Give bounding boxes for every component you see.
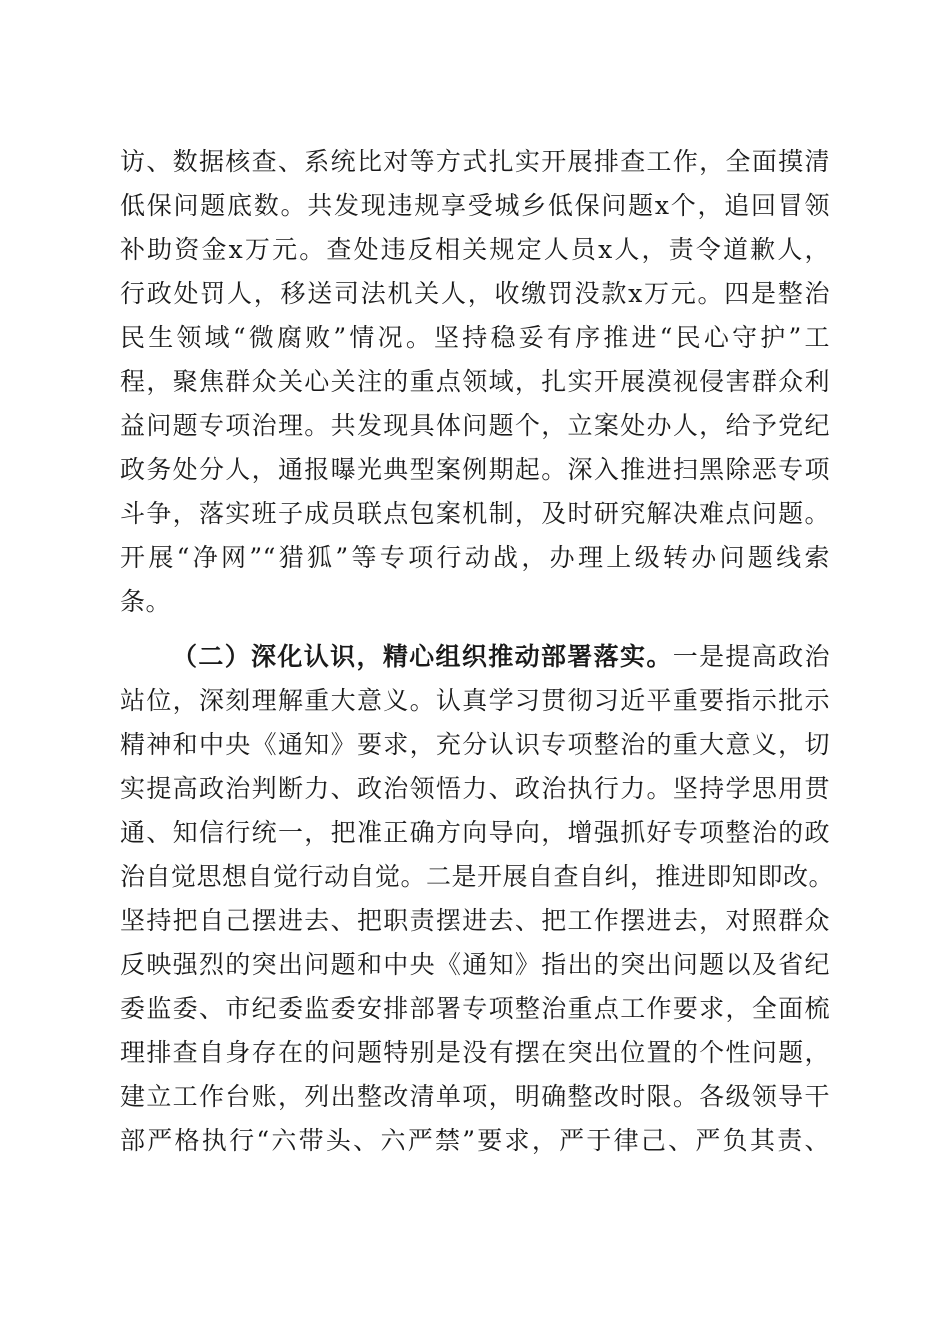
paragraph-line: 条。 bbox=[120, 587, 172, 616]
paragraph-line: 站位，深刻理解重大意义。认真学习贯彻习近平重要指示批示 bbox=[120, 686, 830, 715]
paragraph-line: 部严格执行“六带头、六严禁”要求，严于律己、严负其责、 bbox=[120, 1126, 830, 1155]
paragraph-line: 补助资金x万元。查处违反相关规定人员x人，责令道歉人， bbox=[120, 235, 830, 264]
paragraph-line: 通、知信行统一，把准正确方向导向，增强抓好专项整治的政 bbox=[120, 818, 830, 847]
paragraph-line: 坚持把自己摆进去、把职责摆进去、把工作摆进去，对照群众 bbox=[120, 906, 830, 935]
section-heading-line bbox=[172, 635, 830, 679]
paragraph-line: 理排查自身存在的问题特别是没有摆在突出位置的个性问题， bbox=[120, 1038, 830, 1067]
paragraph-line: 政务处分人，通报曝光典型案例期起。深入推进扫黑除恶专项 bbox=[120, 455, 830, 484]
section-heading-tail: 一是提高政治 bbox=[672, 642, 830, 671]
section-heading: （二）深化认识，精心组织推动部署落实。 bbox=[172, 642, 673, 671]
paragraph-line: 开展“净网”“猎狐”等专项行动战，办理上级转办问题线索 bbox=[120, 543, 830, 572]
paragraph-line: 精神和中央《通知》要求，充分认识专项整治的重大意义，切 bbox=[120, 730, 830, 759]
paragraph-line: 低保问题底数。共发现违规享受城乡低保问题x个，追回冒领 bbox=[120, 191, 830, 220]
paragraph-line: 程，聚焦群众关心关注的重点领域，扎实开展漠视侵害群众利 bbox=[120, 367, 830, 396]
paragraph-line: 访、数据核查、系统比对等方式扎实开展排查工作，全面摸清 bbox=[120, 147, 830, 176]
paragraph-line: 益问题专项治理。共发现具体问题个，立案处办人，给予党纪 bbox=[120, 411, 830, 440]
paragraph-line: 治自觉思想自觉行动自觉。二是开展自查自纠，推进即知即改。 bbox=[120, 862, 835, 891]
paragraph-line: 委监委、市纪委监委安排部署专项整治重点工作要求，全面梳 bbox=[120, 994, 830, 1023]
paragraph-line: 反映强烈的突出问题和中央《通知》指出的突出问题以及省纪 bbox=[120, 950, 830, 979]
paragraph-line: 行政处罚人，移送司法机关人，收缴罚没款x万元。四是整治 bbox=[120, 279, 830, 308]
paragraph-line: 斗争，落实班子成员联点包案机制，及时研究解决难点问题。 bbox=[120, 499, 830, 528]
paragraph-line: 建立工作台账，列出整改清单项，明确整改时限。各级领导干 bbox=[120, 1082, 830, 1111]
paragraph-line: 民生领域“微腐败”情况。坚持稳妥有序推进“民心守护”工 bbox=[120, 323, 830, 352]
paragraph-line: 实提高政治判断力、政治领悟力、政治执行力。坚持学思用贯 bbox=[120, 774, 830, 803]
